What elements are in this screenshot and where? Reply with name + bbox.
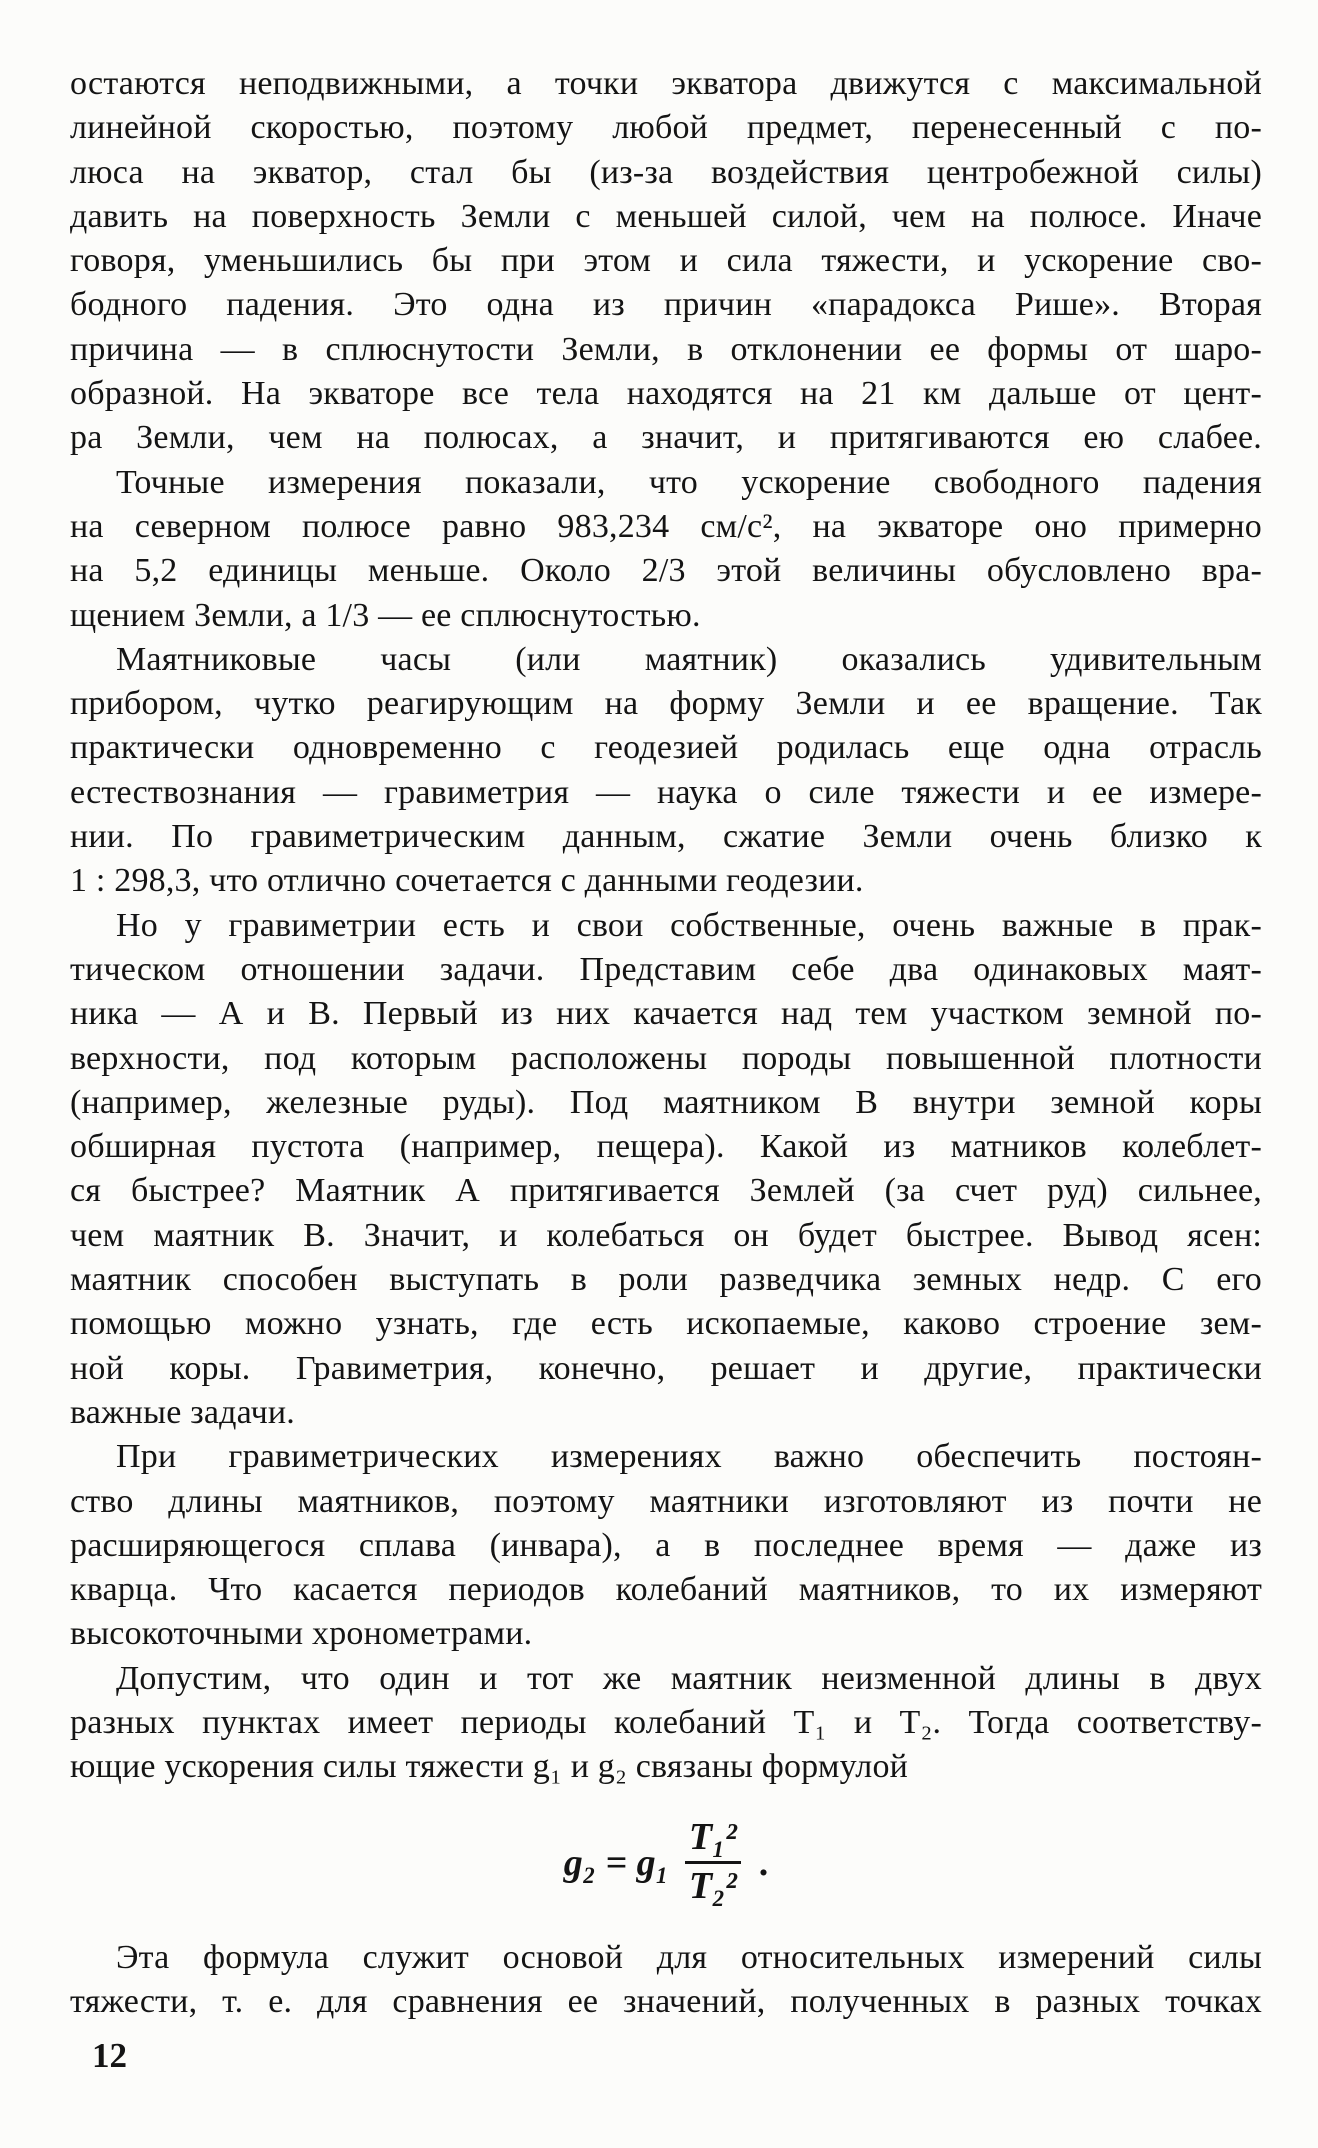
text-line: практически одновременно с геодезией родилась еще одна отрасль: [70, 729, 1262, 767]
page-text: [70, 62, 1262, 2024]
text-line: остаются неподвижными, а точки экватора движутся с максимальной: [70, 65, 1262, 102]
fraction-denominator: T₂²: [688, 1865, 737, 1908]
text-line: люса на экватор, стал бы (из-за воздействия центробежной силы): [70, 153, 1262, 191]
text-line: давить на поверхность Земли с меньшей силой, чем на полюсе. Иначе: [70, 197, 1262, 235]
text-line: Эта формула служит основой для относительных измерений силы: [116, 1938, 1262, 1976]
fraction-bar: [685, 1861, 741, 1864]
text-line: говоря, уменьшились бы при этом и сила тяжести, и ускорение сво-: [70, 242, 1262, 280]
text-line: прибором, чутко реагирующим на форму Земли и ее вращение. Так: [70, 685, 1262, 723]
text-line: нии. По гравиметрическим данным, сжатие Земли очень близко к: [70, 818, 1262, 856]
text-line: ство длины маятников, поэтому маятники изготовляют из почти не: [70, 1482, 1262, 1520]
text-line: разных пунктах имеет периоды колебаний Т₁ и Т₂. Тогда соответству-: [70, 1703, 1262, 1741]
text-line: на 5,2 единицы меньше. Около 2/3 этой величины обусловлено вра-: [70, 552, 1262, 590]
text-line: чем маятник В. Значит, и колебаться он будет быстрее. Вывод ясен:: [70, 1216, 1262, 1254]
text-line: тическом отношении задачи. Представим себе два одинаковых маят-: [70, 950, 1262, 988]
text-line: причина — в сплюснутости Земли, в отклонении ее формы от шаро-: [70, 330, 1262, 368]
formula-fraction: [685, 1818, 741, 1907]
text-line: ной коры. Гравиметрия, конечно, решает и другие, практически: [70, 1349, 1262, 1387]
text-line: помощью можно узнать, где есть ископаемые, каково строение зем-: [70, 1305, 1262, 1343]
text-line: Точные измерения показали, что ускорение свободного падения: [116, 463, 1262, 501]
formula-period: .: [758, 1841, 769, 1884]
text-line: ся быстрее? Маятник А притягивается Землей (за счет руд) сильнее,: [70, 1172, 1262, 1210]
fraction-numerator: T₁²: [688, 1816, 737, 1859]
text-line: ющие ускорения силы тяжести g₁ и g₂ связаны формулой: [70, 1748, 909, 1786]
text-line: 1 : 298,3, что отлично сочетается с данными геодезии.: [70, 862, 864, 900]
page-number: 12: [92, 2036, 127, 2075]
text-line: ника — А и В. Первый из них качается над тем участком земной по-: [70, 995, 1262, 1033]
text-line: При гравиметрических измерениях важно обеспечить постоян-: [116, 1438, 1262, 1476]
text-line: Допустим, что один и тот же маятник неизменной длины в двух: [116, 1659, 1262, 1697]
text-line: высокоточными хронометрами.: [70, 1615, 533, 1653]
text-line: Маятниковые часы (или маятник) оказались удивительным: [116, 640, 1262, 678]
text-line: естествознания — гравиметрия — наука о силе тяжести и ее измере-: [70, 773, 1262, 811]
text-line: маятник способен выступать в роли разведчика земных недр. С его: [70, 1261, 1262, 1299]
text-line: ра Земли, чем на полюсах, а значит, и притягиваются ею слабее.: [70, 419, 1262, 457]
text-line: кварца. Что касается периодов колебаний маятников, то их измеряют: [70, 1571, 1262, 1609]
text-line: бодного падения. Это одна из причин «парадокса Рише». Вторая: [70, 286, 1262, 324]
text-line: на северном полюсе равно 983,234 см/с², на экваторе оно примерно: [70, 507, 1262, 545]
text-line: Но у гравиметрии есть и свои собственные, очень важные в прак-: [116, 906, 1262, 944]
text-line: образной. На экваторе все тела находятся на 21 км дальше от цент-: [70, 375, 1262, 413]
text-line: обширная пустота (например, пещера). Какой из матников колеблет-: [70, 1128, 1262, 1166]
text-line: тяжести, т. е. для сравнения ее значений, полученных в разных точках: [70, 1982, 1262, 2020]
text-line: важные задачи.: [70, 1393, 295, 1431]
text-line: линейной скоростью, поэтому любой предмет, перенесенный с по-: [70, 109, 1262, 147]
formula-lhs: g₂ = g₁: [563, 1841, 669, 1884]
text-line: верхности, под которым расположены породы повышенной плотности: [70, 1039, 1262, 1077]
text-line: расширяющегося сплава (инвара), а в последнее время — даже из: [70, 1526, 1262, 1564]
text-line: щением Земли, а 1/3 — ее сплюснутостью.: [70, 596, 701, 634]
text-line: (например, железные руды). Под маятником В внутри земной коры: [70, 1083, 1262, 1121]
formula: [70, 1790, 1262, 1936]
